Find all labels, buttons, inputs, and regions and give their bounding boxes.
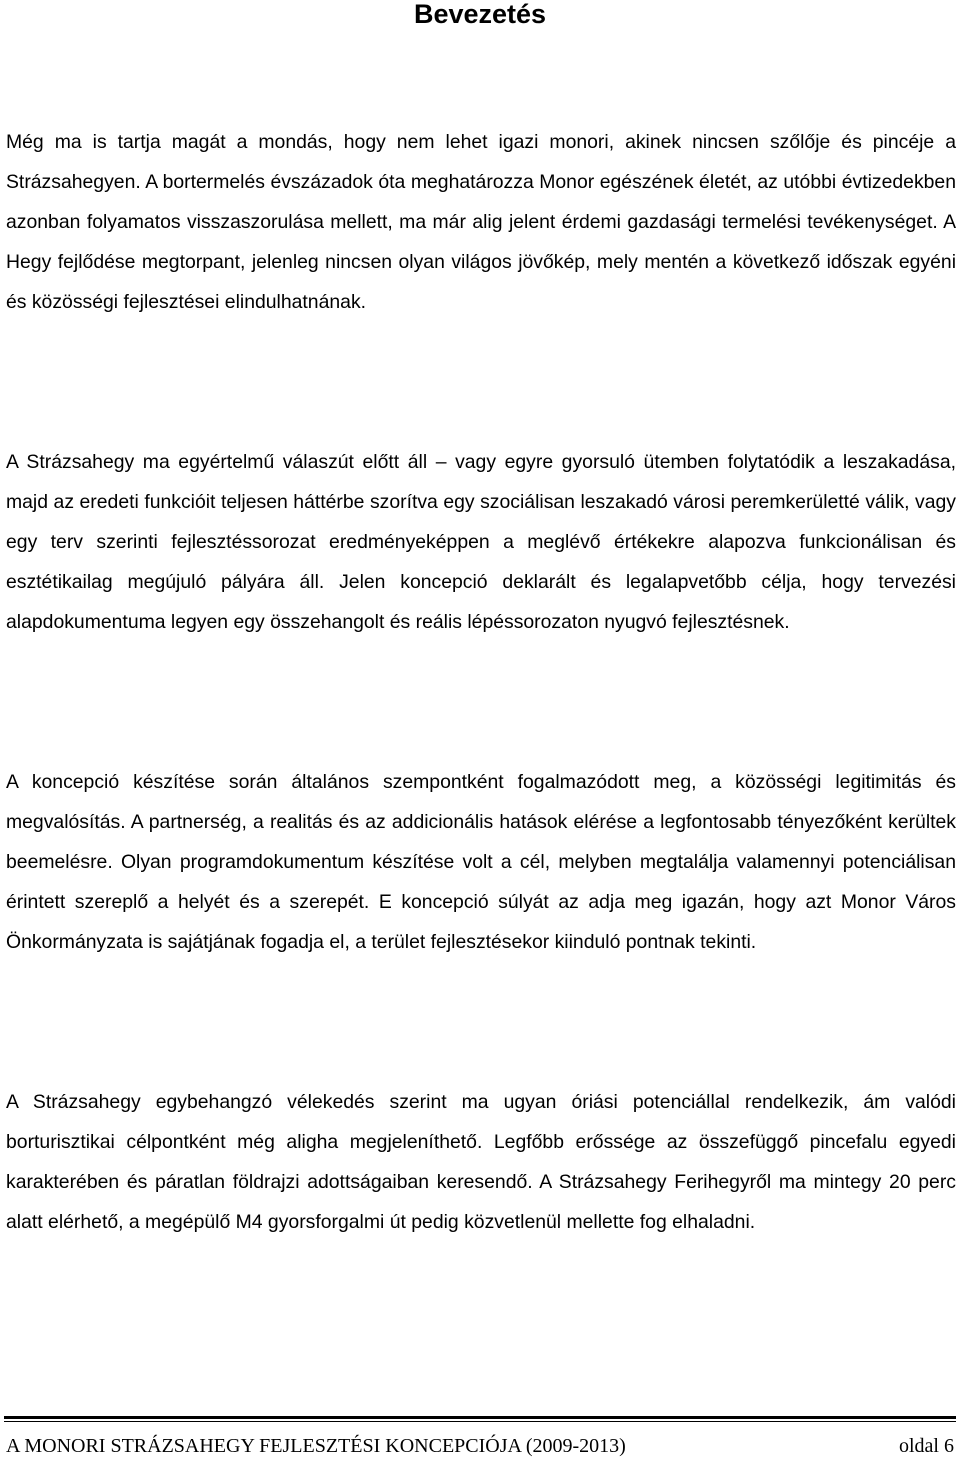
footer-divider-thin [4, 1421, 956, 1422]
footer-document-title: A MONORI STRÁZSAHEGY FEJLESZTÉSI KONCEPCIÓJA (2009-2013) [6, 1435, 626, 1457]
paragraph-intro: Még ma is tartja magát a mondás, hogy nem lehet igazi monori, akinek nincsen szőlője és pincéje a Strázsahegyen. A bortermelés évszázadok óta meghatározza Monor egészének életét, az utóbbi évtizedekben azonban folyamatos visszaszorulása mellett, ma már alig jelent érdemi gazdasági termelési tevékenységet. A Hegy fejlődése megtorpant, jelenleg nincsen olyan világos jövőkép, mely mentén a következő időszak egyéni és közösségi fejlesztései elindulhatnának. [6, 131, 956, 313]
paragraph-concept: A koncepció készítése során általános szempontként fogalmazódott meg, a közösségi legitimitás és megvalósítás. A partnerség, a realitás és az addicionális hatások elérése a legfontosabb tényezőként kerültek beemelésre. Olyan programdokumentum készítése volt a cél, melyben megtalálja valamennyi potenciálisan érintett szereplő a helyét és a szerepét. E koncepció súlyát az adja meg igazán, hogy azt Monor Város Önkormányzata is sajátjának fogadja el, a terület fejlesztésekor kiinduló pontnak tekinti. [6, 771, 956, 953]
paragraph-crossroads: A Strázsahegy ma egyértelmű válaszút előtt áll – vagy egyre gyorsuló ütemben folytatódik a leszakadása, majd az eredeti funkcióit teljesen háttérbe szorítva egy szociálisan leszakadó városi peremkerületté válik, vagy egy terv szerinti fejlesztéssorozat eredményeképpen a meglévő értékekre alapozva funkcionálisan és esztétikailag megújuló pályára áll. Jelen koncepció deklarált és legalapvetőbb célja, hogy tervezési alapdokumentuma legyen egy összehangolt és reális lépéssorozaton nyugvó fejlesztésnek. [6, 451, 956, 633]
footer-divider [4, 1416, 956, 1419]
footer-page-number: oldal 6 [899, 1435, 954, 1457]
page-title: Bevezetés [413, 0, 547, 29]
paragraph-potential: A Strázsahegy egybehangzó vélekedés szerint ma ugyan óriási potenciállal rendelkezik, ám valódi borturisztikai célpontként még aligha megjeleníthető. Legfőbb erőssége az összefüggő pincefalu egyedi karakterében és páratlan földrajzi adottságaiban keresendő. A Strázsahegy Ferihegyről ma mintegy 20 perc alatt elérhető, a megépülő M4 gyorsforgalmi út pedig közvetlenül mellette fog elhaladni. [6, 1091, 956, 1233]
